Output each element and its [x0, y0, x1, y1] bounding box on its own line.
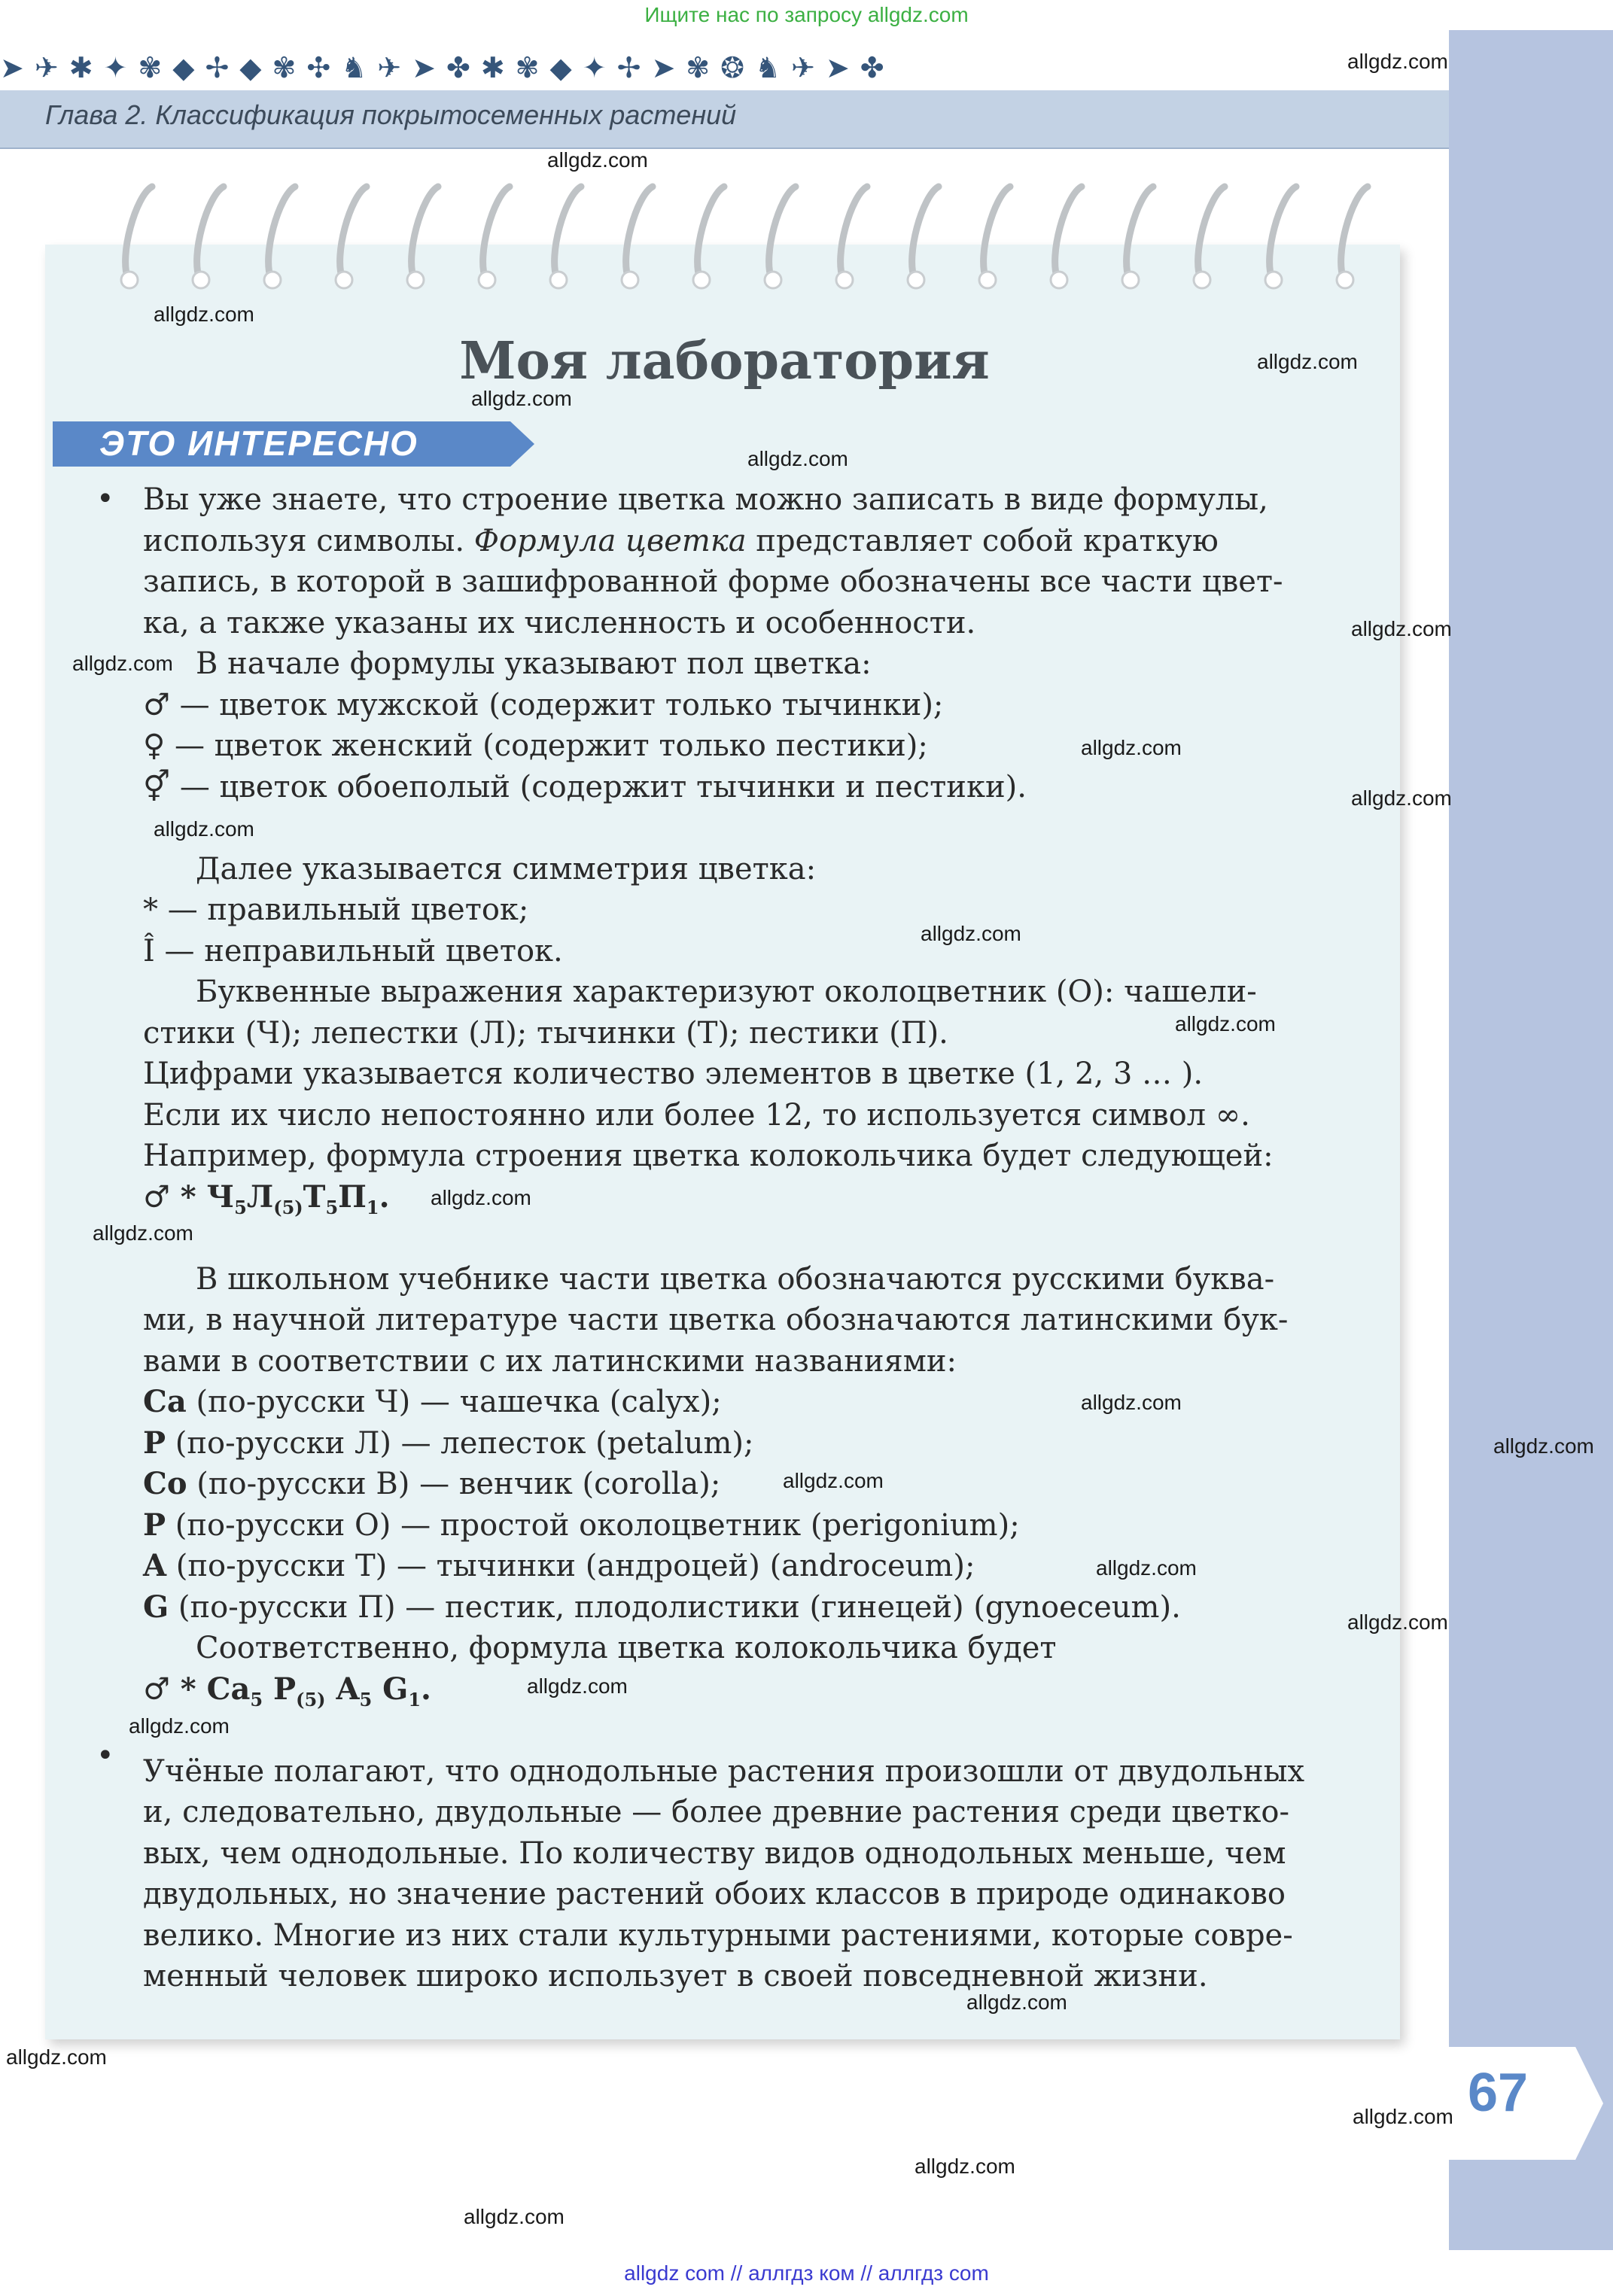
text-line: менный человек широко использует в своей повседневной жизни.: [143, 1959, 1208, 1993]
symmetry-irregular: Î — неправильный цветок.: [143, 933, 563, 969]
watermark[interactable]: allgdz.com: [1351, 617, 1452, 640]
watermark[interactable]: allgdz.com: [1081, 1391, 1182, 1414]
text-line: вами в соответствии с их латинскими названиями:: [143, 1343, 957, 1379]
watermark[interactable]: allgdz.com: [154, 303, 254, 326]
watermark[interactable]: allgdz.com: [783, 1469, 884, 1492]
bottom-banner[interactable]: allgdz com // аллгдз ком // аллгдз com: [624, 2261, 989, 2285]
text-line: двудольных, но значение растений обоих классов в природе одинаково: [143, 1877, 1286, 1911]
spacer: [143, 807, 1377, 849]
text-line: Вы уже знаете, что строение цветка можно записать в виде формулы,: [143, 482, 1268, 517]
spiral-binding: [113, 181, 1392, 301]
watermark[interactable]: allgdz.com: [1175, 1012, 1276, 1035]
right-margin-strip: [1449, 30, 1613, 2250]
watermark[interactable]: allgdz.com: [1096, 1556, 1197, 1580]
text-line: Далее указывается симметрия цветка:: [196, 851, 817, 886]
butterfly-icon: ✾: [272, 51, 297, 84]
beetle-icon: ✱: [68, 51, 93, 84]
ribbon-label: ЭТО ИНТЕРЕСНО: [99, 424, 418, 463]
spacer: [143, 1218, 1377, 1259]
chapter-title: Глава 2. Классификация покрытосеменных растений: [45, 99, 737, 130]
fish-icon: ➤: [651, 51, 676, 84]
latin-list-item: P (по-русски О) — простой околоцветник (perigonium);: [143, 1507, 1020, 1543]
text-line: стики (Ч); лепестки (Л); тычинки (Т); пестики (П).: [143, 1015, 948, 1051]
fish-icon: ➤: [0, 51, 24, 84]
text-line: В школьном учебнике части цветка обозначаются русскими буква-: [196, 1261, 1275, 1297]
text-line: вых, чем однодольные. По количеству видов однодольных меньше, чем: [143, 1835, 1286, 1871]
text-line: ми, в научной литературе части цветка обозначаются латинскими бук-: [143, 1303, 1289, 1337]
formula-latin: ♂ * $Ca_5$ $P_{(5)}$ $A_5$ $G_1$.: [143, 1671, 431, 1711]
animal-decor-strip: [0, 45, 1449, 90]
insect-icon: ✱: [480, 51, 505, 84]
bird-icon: ✦: [582, 51, 607, 84]
watermark[interactable]: allgdz.com: [1347, 1610, 1448, 1634]
latin-list-item: A (по-русски Т) — тычинки (андроцей) (androceum);: [143, 1548, 975, 1583]
butterfly-icon: ✾: [515, 51, 540, 84]
body-text: [143, 479, 1377, 1997]
text-line: Буквенные выражения характеризуют околоцветник (О): чашели-: [196, 975, 1257, 1009]
watermark[interactable]: allgdz.com: [154, 817, 254, 841]
sex-line-female: ♀ — цветок женский (содержит только пестики);: [143, 728, 928, 763]
text-line: и, следовательно, двудольные — более древние растения среди цветко-: [143, 1795, 1290, 1829]
bird-icon: ✈: [377, 51, 402, 84]
butterfly-icon: ✾: [686, 51, 711, 84]
text-line: Цифрами указывается количество элементов в цветке (1, 2, 3 … ).: [143, 1057, 1204, 1091]
symmetry-regular: * — правильный цветок;: [143, 893, 529, 927]
text-line: велико. Многие из них стали культурными растениями, которые совре-: [143, 1917, 1293, 1953]
watermark[interactable]: allgdz.com: [921, 922, 1021, 945]
formula-russian: ♂ * $Ч_5Л_{(5)}Т_5П_1$.: [143, 1178, 390, 1218]
latin-list-item: P (по-русски Л) — лепесток (petalum);: [143, 1425, 754, 1461]
watermark[interactable]: allgdz.com: [1257, 350, 1358, 373]
text-line: В начале формулы указывают пол цветка:: [196, 646, 872, 681]
bird-icon: ✈: [34, 51, 59, 84]
snail-icon: ❂: [720, 51, 744, 84]
watermark[interactable]: allgdz.com: [1351, 786, 1452, 810]
watermark[interactable]: allgdz.com: [6, 2045, 107, 2069]
sex-line-male: ♂ — цветок мужской (содержит только тычинки);: [143, 687, 944, 722]
horse-icon: ♞: [341, 51, 367, 84]
animal-icon: ◆: [172, 51, 195, 84]
bird-icon: ✦: [103, 51, 128, 84]
watermark[interactable]: allgdz.com: [1081, 736, 1182, 759]
watermark[interactable]: allgdz.com: [129, 1714, 230, 1738]
deer-icon: ✤: [860, 51, 884, 84]
bullet-marker: •: [96, 482, 114, 516]
text-line: Соответственно, формула цветка колокольчика будет: [196, 1631, 1057, 1665]
latin-list-item: Co (по-русски В) — венчик (corolla);: [143, 1466, 721, 1501]
text-line: ка, а также указаны их численность и особенности.: [143, 605, 976, 640]
fish-icon: ➤: [825, 51, 850, 84]
sex-line-bisexual: ⚥ — цветок обоеполый (содержит тычинки и пестики).: [143, 769, 1027, 804]
bullet-marker: •: [96, 1738, 114, 1773]
text-line: Учёные полагают, что однодольные растения произошли от двудольных: [143, 1753, 1305, 1789]
fish-icon: ➤: [412, 51, 436, 84]
spacer: [143, 1710, 1377, 1751]
butterfly-icon: ✾: [138, 51, 163, 84]
section-title: Моя лаборатория: [459, 331, 990, 391]
watermark[interactable]: allgdz.com: [547, 148, 648, 172]
page-number: 67: [1468, 2063, 1529, 2123]
animal-icon: ◆: [239, 51, 262, 84]
watermark[interactable]: allgdz.com: [1353, 2105, 1453, 2128]
text-line: Например, формула строения цветка колокольчика будет следующей:: [143, 1139, 1274, 1173]
watermark[interactable]: allgdz.com: [464, 2205, 565, 2228]
lizard-icon: ✢: [205, 51, 230, 84]
watermark[interactable]: allgdz.com: [966, 1990, 1067, 2014]
watermark[interactable]: allgdz.com: [72, 652, 173, 675]
top-banner[interactable]: Ищите нас по запросу allgdz.com: [644, 3, 969, 26]
latin-list-item: Ca (по-русски Ч) — чашечка (calyx);: [143, 1384, 722, 1419]
scorpion-icon: ✣: [306, 51, 331, 84]
term-flower-formula: Формула цветка: [473, 523, 747, 558]
watermark[interactable]: allgdz.com: [747, 447, 848, 470]
text-line: Если их число непостоянно или более 12, то используется символ ∞.: [143, 1097, 1250, 1133]
watermark[interactable]: allgdz.com: [1347, 50, 1448, 73]
watermark[interactable]: allgdz.com: [527, 1674, 628, 1698]
deer-icon: ✤: [446, 51, 470, 84]
text-line: используя символы. Формула цветка представляет собой краткую: [143, 523, 1219, 558]
watermark[interactable]: allgdz.com: [915, 2155, 1015, 2178]
lizard-icon: ✢: [616, 51, 641, 84]
animal-icon: ◆: [549, 51, 572, 84]
watermark[interactable]: allgdz.com: [93, 1221, 193, 1245]
watermark[interactable]: allgdz.com: [471, 387, 572, 410]
horse-icon: ♞: [754, 51, 781, 84]
watermark[interactable]: allgdz.com: [1493, 1434, 1594, 1458]
bird-icon: ✈: [791, 51, 815, 84]
text-line: запись, в которой в зашифрованной форме обозначены все части цвет-: [143, 564, 1283, 599]
latin-list-item: G (по-русски П) — пестик, плодолистики (гинецей) (gynoeceum).: [143, 1589, 1181, 1625]
watermark[interactable]: allgdz.com: [431, 1186, 531, 1209]
